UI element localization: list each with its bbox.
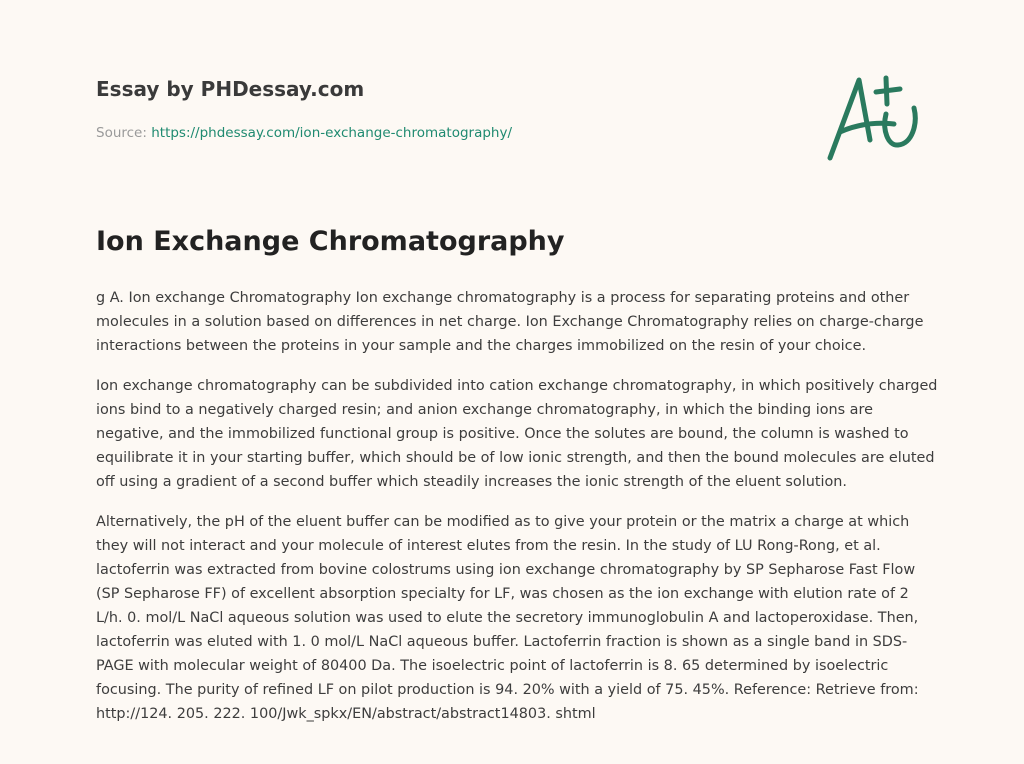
essay-paragraph: Alternatively, the pH of the eluent buffer can be modified as to give your protein or the matrix a charge at which they will not interact and your molecule of interest elutes from the resin. In the study of LU Rong-Rong, et al. lactoferrin was extracted from bovine colostrums using ion exchange chromatography by SP Sepharose Fast Flow (SP Sepharose FF) of excellent absorption specialty for LF, was chosen as the ion exchange with elution rate of 2 L/h. 0. mol/L NaCl aqueous solution was used to elute the secretory immunoglobulin A and lactoperoxidase. Then, lactoferrin was eluted with 1. 0 mol/L NaCl aqueous buffer. Lactoferrin fraction is shown as a single band in SDS-PAGE with molecular weight of 80400 Da. The isoelectric point of lactoferrin is 8. 65 determined by isoelectric focusing. The purity of refined LF on pilot production is 94. 20% with a yield of 75. 45%. Reference: Retrieve from: http://124. 205. 222. 100/Jwk_spkx/EN/abstract/abstract14803. shtml: [96, 514, 919, 722]
source-link[interactable]: https://phdessay.com/ion-exchange-chromatography/: [151, 125, 513, 141]
source-line: [96, 125, 512, 141]
a-plus-grade-logo-icon: [826, 68, 926, 163]
essay-paragraph: Ion exchange chromatography can be subdivided into cation exchange chromatography, in which positively charged ions bind to a negatively charged resin; and anion exchange chromatography, in which the binding ions are negative, and the immobilized functional group is positive. Once the solutes are bound, the column is washed to equilibrate it in your starting buffer, which should be of low ionic strength, and then the bound molecules are eluted off using a gradient of a second buffer which steadily increases the ionic strength of the eluent solution.: [96, 378, 938, 490]
site-brand: Essay by PHDessay.com: [96, 77, 365, 101]
source-label: Source:: [96, 125, 152, 141]
essay-paragraph: g A. Ion exchange Chromatography Ion exchange chromatography is a process for separating proteins and other molecules in a solution based on differences in net charge. Ion Exchange Chromatography relies on charge-charge interactions between the proteins in your sample and the charges immobilized on the resin of your choice.: [96, 290, 924, 354]
essay-body: [96, 286, 938, 742]
essay-title: Ion Exchange Chromatography: [96, 226, 565, 257]
